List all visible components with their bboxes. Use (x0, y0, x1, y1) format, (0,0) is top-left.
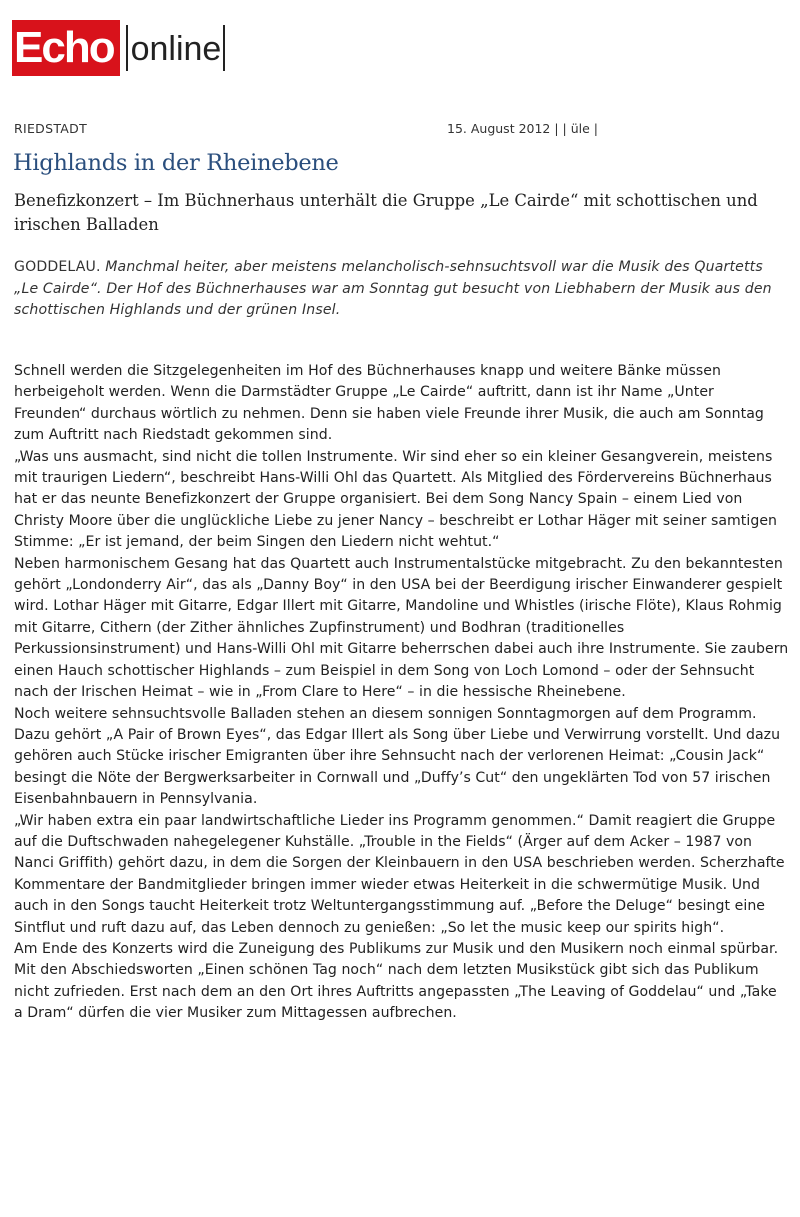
article-headline: Highlands in der Rheinebene (13, 150, 339, 176)
logo-online: online (130, 30, 222, 68)
logo-divider-end (223, 25, 225, 71)
teaser-text: Manchmal heiter, aber meistens melancholisch-sehnsuchtsvoll war die Musik des Quartetts „Le Cairde“. Der Hof des Büchnerhauses war am Sonntag gut besucht von Liebhabern der Musik aus den schottischen Highlands und der grünen Insel. (14, 259, 772, 318)
article-subtitle: Benefizkonzert – Im Büchnerhaus unterhält die Gruppe „Le Cairde“ mit schottischen und irischen Balladen (14, 191, 758, 234)
body-paragraph: Noch weitere sehnsuchtsvolle Balladen stehen an diesem sonnigen Sonntagmorgen auf dem Programm. Dazu gehört „A Pair of Brown Eyes“, das Edgar Illert als Song über Liebe und Verwirrung vorstellt. Und dazu gehören auch Stücke irischer Emigranten über ihre Sehnsucht nach der verlorenen Heimat: „Cousin Jack“ besingt die Nöte der Bergwerksarbeiter in Cornwall und „Duffy’s Cut“ den ungeklärten Tod von 57 irischen Eisenbahnbauern in Pennsylvania. (14, 705, 781, 808)
body-paragraph: Schnell werden die Sitzgelegenheiten im Hof des Büchnerhauses knapp und weitere Bänke müssen herbeigeholt werden. Wenn die Darmstädter Gruppe „Le Cairde“ auftritt, dann ist ihr Name „Unter Freunden“ durchaus wörtlich zu nehmen. Denn sie haben viele Freunde ihrer Musik, die auch am Sonntag zum Auftritt nach Riedstadt gekommen sind. (14, 363, 764, 444)
logo-echo: Echo (12, 20, 120, 76)
article-location: RIEDSTADT (14, 121, 88, 136)
teaser-dateline: GODDELAU. (14, 259, 101, 275)
logo-divider (126, 25, 128, 71)
article-teaser (14, 257, 789, 322)
body-paragraph: Neben harmonischem Gesang hat das Quartett auch Instrumentalstücke mitgebracht. Zu den bekanntesten gehört „Londonderry Air“, das als „Danny Boy“ in den USA bei der Beerdigung irischer Einwanderer gespielt wird. Lothar Häger mit Gitarre, Edgar Illert mit Gitarre, Mandoline und Whistles (irische Flöte), Klaus Rohmig mit Gitarre, Cithern (der Zither ähnliches Zupfinstrument) und Bodhran (traditionelles Perkussionsinstrument) und Hans-Willi Ohl mit Gitarre beherrschen dabei auch ihre Instrumente. Sie zaubern einen Hauch schottischer Highlands – zum Beispiel in dem Song von Loch Lomond – oder der Sehnsucht nach der Irischen Heimat – wie in „From Clare to Here“ – in die hessische Rheinebene. (14, 555, 789, 701)
body-paragraph: „Was uns ausmacht, sind nicht die tollen Instrumente. Wir sind eher so ein kleiner Gesangverein, meistens mit traurigen Liedern“, beschreibt Hans-Willi Ohl das Quartett. Als Mitglied des Fördervereins Büchnerhaus hat er das neunte Benefizkonzert der Gruppe organisiert. Bei dem Song Nancy Spain – einem Lied von Christy Moore über die unglückliche Liebe zu jener Nancy – beschreibt er Lothar Häger mit seiner samtigen Stimme: „Er ist jemand, der beim Singen den Liedern nicht wehtut.“ (14, 448, 778, 551)
article-body (14, 361, 789, 1025)
article-date: 15. August 2012 | | üle | (447, 121, 598, 136)
body-paragraph: Am Ende des Konzerts wird die Zuneigung des Publikums zur Musik und den Musikern noch einmal spürbar. Mit den Abschiedsworten „Einen schönen Tag noch“ nach dem letzten Musikstück gibt sich das Publikum nicht zufrieden. Erst nach dem an den Ort ihres Auftritts angepassten „The Leaving of Goddelau“ und „Take a Dram“ dürfen die vier Musiker zum Mittagessen aufbrechen. (14, 940, 779, 1022)
echo-online-logo[interactable] (12, 20, 225, 76)
body-paragraph: „Wir haben extra ein paar landwirtschaftliche Lieder ins Programm genommen.“ Damit reagiert die Gruppe auf die Duftschwaden nahegelegener Kuhställe. „Trouble in the Fields“ (Ärger auf dem Acker – 1987 von Nanci Griffith) gehört dazu, in dem die Sorgen der Kleinbauern in den USA beschrieben werden. Scherzhafte Kommentare der Bandmitglieder bringen immer wieder etwas Heiterkeit in die schwermütige Musik. Und auch in den Songs taucht Heiterkeit trotz Weltuntergangsstimmung auf. „Before the Deluge“ besingt eine Sintflut und ruft dazu auf, das Leben dennoch zu genießen: „So let the music keep our spirits high“. (14, 812, 785, 936)
